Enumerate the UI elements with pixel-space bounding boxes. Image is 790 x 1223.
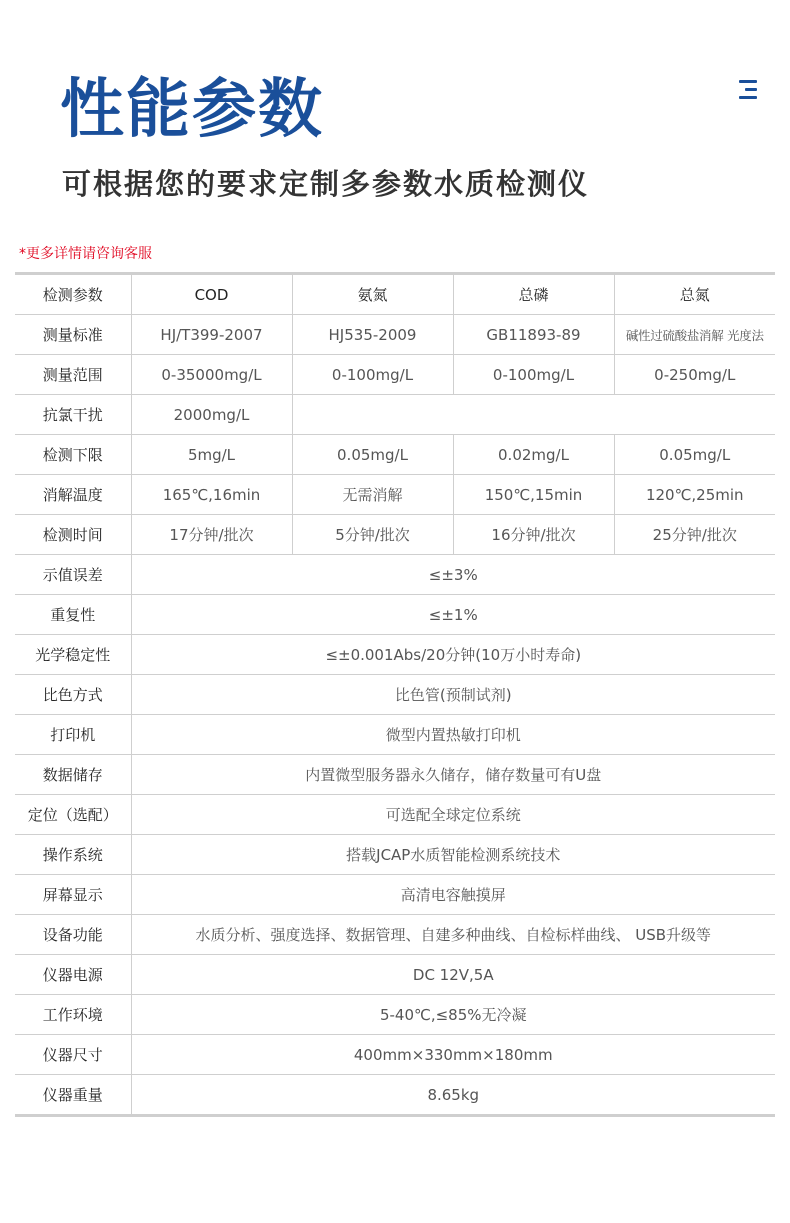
row-label: 仪器重量 <box>15 1075 131 1116</box>
row-label: 检测时间 <box>15 515 131 555</box>
row-label: 比色方式 <box>15 675 131 715</box>
table-cell: 5分钟/批次 <box>292 515 453 555</box>
table-cell: 5mg/L <box>131 435 292 475</box>
table-cell: 0-250mg/L <box>614 355 775 395</box>
table-cell: 120℃,25min <box>614 475 775 515</box>
table-cell: 16分钟/批次 <box>453 515 614 555</box>
table-cell: 比色管(预制试剂) <box>131 675 775 715</box>
table-cell: 0.02mg/L <box>453 435 614 475</box>
table-row <box>15 555 775 595</box>
table-row <box>15 315 775 355</box>
table-row <box>15 595 775 635</box>
menu-line <box>739 96 757 99</box>
menu-line <box>739 80 757 83</box>
row-label: 测量标准 <box>15 315 131 355</box>
table-cell: 可选配全球定位系统 <box>131 795 775 835</box>
table-cell: 25分钟/批次 <box>614 515 775 555</box>
row-label: 抗氯干扰 <box>15 395 131 435</box>
table-row <box>15 1075 775 1116</box>
table-cell: 高清电容触摸屏 <box>131 875 775 915</box>
table-cell: DC 12V,5A <box>131 955 775 995</box>
row-label: 操作系统 <box>15 835 131 875</box>
row-label: 设备功能 <box>15 915 131 955</box>
table-cell: ≤±1% <box>131 595 775 635</box>
header-cell: COD <box>131 274 292 315</box>
table-cell: 0-35000mg/L <box>131 355 292 395</box>
row-label: 打印机 <box>15 715 131 755</box>
page-title: 性能参数 <box>60 73 324 147</box>
table-row <box>15 875 775 915</box>
row-label: 仪器电源 <box>15 955 131 995</box>
header-cell: 总磷 <box>453 274 614 315</box>
table-cell: 无需消解 <box>292 475 453 515</box>
row-label: 屏幕显示 <box>15 875 131 915</box>
table-cell: 2000mg/L <box>131 395 292 435</box>
table-cell: 8.65kg <box>131 1075 775 1116</box>
table-cell: GB11893-89 <box>453 315 614 355</box>
table-row <box>15 355 775 395</box>
page-subtitle: 可根据您的要求定制多参数水质检测仪 <box>62 167 590 201</box>
table-cell: 5-40℃,≤85%无冷凝 <box>131 995 775 1035</box>
table-cell: 水质分析、强度选择、数据管理、自建多种曲线、自检标样曲线、 USB升级等 <box>131 915 775 955</box>
table-cell: 0.05mg/L <box>614 435 775 475</box>
table-cell: 165℃,16min <box>131 475 292 515</box>
table-row <box>15 755 775 795</box>
table-cell: 微型内置热敏打印机 <box>131 715 775 755</box>
row-label: 光学稳定性 <box>15 635 131 675</box>
table-cell: 碱性过硫酸盐消解 光度法 <box>614 315 775 355</box>
row-label: 定位（选配） <box>15 795 131 835</box>
table-cell: 0.05mg/L <box>292 435 453 475</box>
note-text: *更多详情请咨询客服 <box>19 246 152 262</box>
table-row <box>15 395 775 435</box>
row-label: 检测下限 <box>15 435 131 475</box>
table-cell: 搭载JCAP水质智能检测系统技术 <box>131 835 775 875</box>
table-row <box>15 1035 775 1075</box>
table-cell: ≤±3% <box>131 555 775 595</box>
table-cell: 150℃,15min <box>453 475 614 515</box>
table-cell: HJ535-2009 <box>292 315 453 355</box>
empty-cell <box>292 395 775 435</box>
header-cell: 氨氮 <box>292 274 453 315</box>
header-cell: 检测参数 <box>15 274 131 315</box>
row-label: 工作环境 <box>15 995 131 1035</box>
table-row <box>15 915 775 955</box>
row-label: 仪器尺寸 <box>15 1035 131 1075</box>
row-label: 测量范围 <box>15 355 131 395</box>
table-cell: 17分钟/批次 <box>131 515 292 555</box>
table-cell: ≤±0.001Abs/20分钟(10万小时寿命) <box>131 635 775 675</box>
table-row <box>15 475 775 515</box>
table-cell: 400mm×330mm×180mm <box>131 1035 775 1075</box>
row-label: 消解温度 <box>15 475 131 515</box>
row-label: 示值误差 <box>15 555 131 595</box>
table-row <box>15 955 775 995</box>
table-cell: HJ/T399-2007 <box>131 315 292 355</box>
menu-line <box>745 88 757 91</box>
table-row <box>15 635 775 675</box>
table-row <box>15 515 775 555</box>
table-header-row <box>15 274 775 315</box>
table-cell: 0-100mg/L <box>453 355 614 395</box>
table-cell: 0-100mg/L <box>292 355 453 395</box>
header-cell: 总氮 <box>614 274 775 315</box>
table-row <box>15 435 775 475</box>
table-row <box>15 835 775 875</box>
table-row <box>15 795 775 835</box>
table-row <box>15 715 775 755</box>
row-label: 重复性 <box>15 595 131 635</box>
menu-icon[interactable] <box>733 78 757 102</box>
table-row <box>15 995 775 1035</box>
table-cell: 内置微型服务器永久储存，储存数量可有U盘 <box>131 755 775 795</box>
row-label: 数据储存 <box>15 755 131 795</box>
parameter-table <box>15 272 775 1117</box>
table-row <box>15 675 775 715</box>
